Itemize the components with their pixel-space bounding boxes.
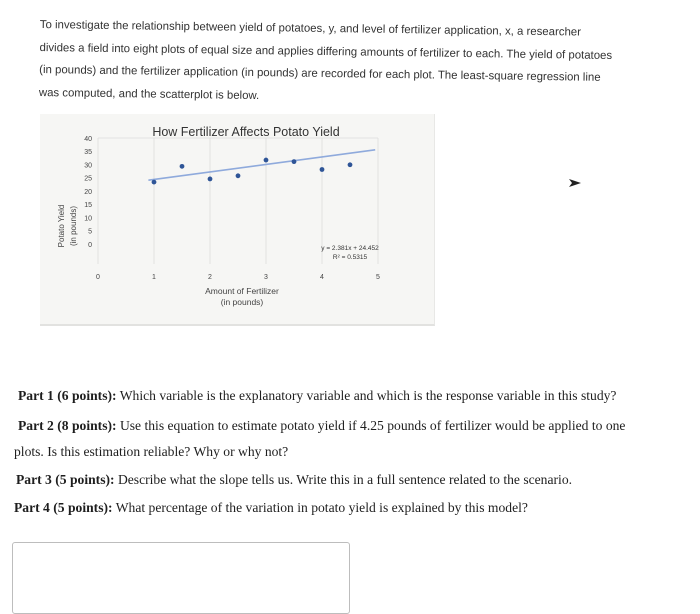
question-part-2 <box>18 418 625 434</box>
regression-equation: y = 2.381x + 24.452 <box>321 245 379 252</box>
x-tick-label: 2 <box>208 274 212 281</box>
scatterplot-panel <box>40 114 435 326</box>
y-axis-label <box>57 205 78 248</box>
y-tick-label: 30 <box>84 162 92 170</box>
question-part-2-continued: plots. Is this estimation reliable? Why or why not? <box>14 444 289 459</box>
answer-text-area[interactable] <box>12 542 350 614</box>
x-tick-label: 3 <box>264 274 268 281</box>
r-squared-label: R² = 0.5315 <box>332 254 368 261</box>
part-4-text: What percentage of the variation in potato yield is explained by this model? <box>112 500 528 515</box>
intro-line-3: (in pounds) and the fertilizer application (in pounds) are recorded for each plot. The least-square regression line <box>39 63 601 84</box>
x-tick-label: 0 <box>96 274 100 281</box>
y-tick-label: 25 <box>84 175 92 183</box>
y-axis-label-line2: (in pounds) <box>69 205 78 247</box>
data-point <box>152 180 157 185</box>
data-point <box>320 167 325 172</box>
x-tick-label: 1 <box>152 274 156 281</box>
mouse-cursor-icon <box>568 178 582 188</box>
y-tick-labels <box>84 136 92 249</box>
y-tick-label: 35 <box>84 149 92 157</box>
chart-title: How Fertilizer Affects Potato Yield <box>152 125 340 139</box>
question-part-4 <box>14 500 528 516</box>
intro-line-2: divides a field into eight plots of equal size and applies differing amounts of fertilizer to each. The yield of potatoes <box>39 41 613 62</box>
question-part-1 <box>18 388 616 404</box>
x-tick-labels <box>96 274 380 281</box>
part-2-label: Part 2 (8 points): <box>18 418 117 433</box>
data-point <box>236 173 241 178</box>
scatterplot-chart <box>40 114 434 324</box>
data-point <box>180 164 185 169</box>
x-axis-label-line2: (in pounds) <box>220 297 264 307</box>
y-tick-label: 5 <box>88 228 92 236</box>
problem-intro <box>39 14 688 113</box>
question-part-3 <box>16 472 572 488</box>
part-1-label: Part 1 (6 points): <box>18 388 117 403</box>
data-point <box>292 159 297 164</box>
intro-line-4: was computed, and the scatterplot is below. <box>38 86 260 102</box>
y-tick-label: 20 <box>84 188 92 196</box>
intro-line-1: To investigate the relationship between yield of potatoes, y, and level of fertilizer application, x, a researcher <box>39 18 582 39</box>
part-4-label: Part 4 (5 points): <box>14 500 113 515</box>
data-point <box>264 158 269 163</box>
x-axis-label-line1: Amount of Fertilizer <box>205 286 279 296</box>
x-tick-label: 4 <box>320 274 324 281</box>
x-tick-label: 5 <box>376 274 380 281</box>
data-point <box>208 177 213 182</box>
part-1-text: Which variable is the explanatory variable and which is the response variable in this study? <box>116 388 617 403</box>
data-point <box>348 162 353 167</box>
y-tick-label: 10 <box>84 215 92 223</box>
y-axis-label-line1: Potato Yield <box>57 204 66 248</box>
part-3-label: Part 3 (5 points): <box>16 472 115 487</box>
part-2-text: Use this equation to estimate potato yield if 4.25 pounds of fertilizer would be applied to one <box>116 418 626 433</box>
y-tick-label: 15 <box>84 202 92 210</box>
y-tick-label: 40 <box>84 136 92 143</box>
part-3-text: Describe what the slope tells us. Write this in a full sentence related to the scenario. <box>114 472 573 487</box>
y-tick-label: 0 <box>88 241 92 249</box>
